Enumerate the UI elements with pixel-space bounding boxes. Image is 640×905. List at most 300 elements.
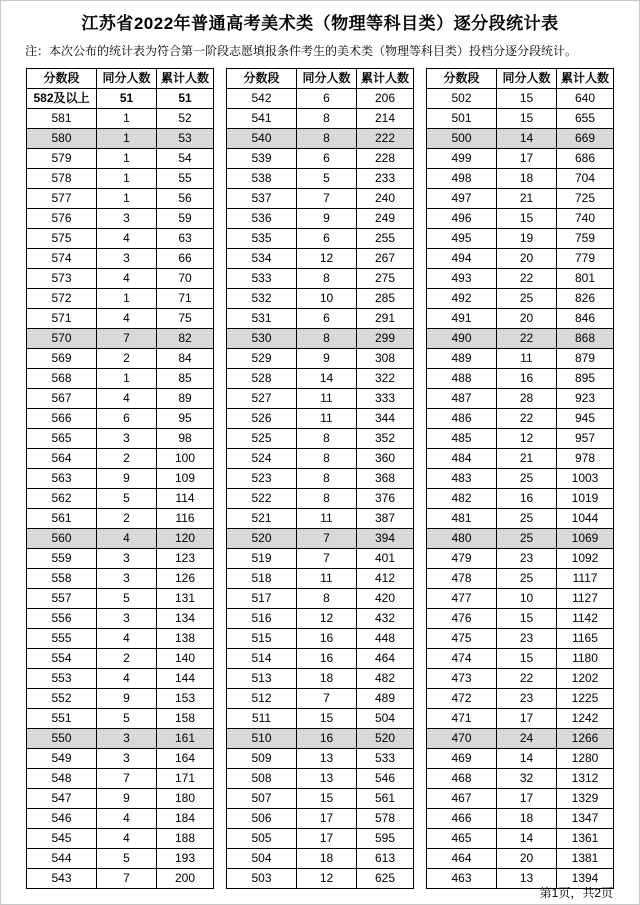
score-range-cell: 536 — [227, 209, 297, 229]
cumulative-count-cell: 368 — [357, 469, 414, 489]
table-row — [427, 389, 614, 409]
table-row — [227, 369, 414, 389]
table-row — [27, 129, 214, 149]
score-range-cell: 517 — [227, 589, 297, 609]
table-row — [427, 769, 614, 789]
score-range-cell: 513 — [227, 669, 297, 689]
score-table-1 — [26, 68, 214, 889]
table-row — [427, 649, 614, 669]
cumulative-count-cell: 120 — [157, 529, 214, 549]
score-range-cell: 497 — [427, 189, 497, 209]
cumulative-count-cell: 158 — [157, 709, 214, 729]
table-row — [427, 169, 614, 189]
same-score-count-cell: 6 — [297, 309, 357, 329]
same-score-count-cell: 2 — [97, 449, 157, 469]
score-range-cell: 496 — [427, 209, 497, 229]
same-score-count-cell: 6 — [297, 89, 357, 109]
score-range-cell: 545 — [27, 829, 97, 849]
same-score-count-cell: 2 — [97, 649, 157, 669]
same-score-count-cell: 3 — [97, 609, 157, 629]
same-score-count-cell: 16 — [497, 489, 557, 509]
table-row — [27, 389, 214, 409]
score-range-cell: 528 — [227, 369, 297, 389]
score-range-cell: 479 — [427, 549, 497, 569]
table-row — [227, 189, 414, 209]
cumulative-count-cell: 923 — [557, 389, 614, 409]
same-score-count-cell: 8 — [297, 129, 357, 149]
same-score-count-cell: 3 — [97, 549, 157, 569]
score-range-cell: 494 — [427, 249, 497, 269]
cumulative-count-cell: 161 — [157, 729, 214, 749]
same-score-count-cell: 51 — [97, 89, 157, 109]
score-range-cell: 552 — [27, 689, 97, 709]
score-range-cell: 482 — [427, 489, 497, 509]
score-range-cell: 464 — [427, 849, 497, 869]
table-row — [227, 829, 414, 849]
cumulative-count-cell: 51 — [157, 89, 214, 109]
table-row — [427, 849, 614, 869]
score-range-cell: 555 — [27, 629, 97, 649]
same-score-count-cell: 15 — [497, 649, 557, 669]
table-row — [427, 349, 614, 369]
score-range-cell: 532 — [227, 289, 297, 309]
column-header-score-range: 分数段 — [227, 69, 297, 89]
table-row — [427, 529, 614, 549]
cumulative-count-cell: 70 — [157, 269, 214, 289]
score-range-cell: 569 — [27, 349, 97, 369]
same-score-count-cell: 4 — [97, 229, 157, 249]
same-score-count-cell: 28 — [497, 389, 557, 409]
score-range-cell: 504 — [227, 849, 297, 869]
same-score-count-cell: 11 — [297, 569, 357, 589]
cumulative-count-cell: 546 — [357, 769, 414, 789]
same-score-count-cell: 23 — [497, 689, 557, 709]
same-score-count-cell: 16 — [297, 729, 357, 749]
same-score-count-cell: 24 — [497, 729, 557, 749]
same-score-count-cell: 6 — [297, 229, 357, 249]
cumulative-count-cell: 1069 — [557, 529, 614, 549]
score-range-cell: 507 — [227, 789, 297, 809]
score-range-cell: 463 — [427, 869, 497, 889]
cumulative-count-cell: 1312 — [557, 769, 614, 789]
score-range-cell: 537 — [227, 189, 297, 209]
score-range-cell: 518 — [227, 569, 297, 589]
score-range-cell: 578 — [27, 169, 97, 189]
score-range-cell: 476 — [427, 609, 497, 629]
same-score-count-cell: 14 — [497, 829, 557, 849]
score-range-cell: 523 — [227, 469, 297, 489]
cumulative-count-cell: 249 — [357, 209, 414, 229]
score-range-cell: 574 — [27, 249, 97, 269]
cumulative-count-cell: 1165 — [557, 629, 614, 649]
same-score-count-cell: 8 — [297, 469, 357, 489]
same-score-count-cell: 17 — [497, 709, 557, 729]
table-row — [227, 449, 414, 469]
table-row — [227, 549, 414, 569]
score-range-cell: 477 — [427, 589, 497, 609]
cumulative-count-cell: 188 — [157, 829, 214, 849]
cumulative-count-cell: 171 — [157, 769, 214, 789]
table-row — [227, 249, 414, 269]
cumulative-count-cell: 945 — [557, 409, 614, 429]
cumulative-count-cell: 1142 — [557, 609, 614, 629]
same-score-count-cell: 15 — [497, 209, 557, 229]
cumulative-count-cell: 56 — [157, 189, 214, 209]
same-score-count-cell: 4 — [97, 669, 157, 689]
same-score-count-cell: 16 — [297, 649, 357, 669]
cumulative-count-cell: 482 — [357, 669, 414, 689]
cumulative-count-cell: 655 — [557, 109, 614, 129]
same-score-count-cell: 17 — [497, 789, 557, 809]
same-score-count-cell: 21 — [497, 189, 557, 209]
score-range-cell: 521 — [227, 509, 297, 529]
score-range-cell: 515 — [227, 629, 297, 649]
table-row — [27, 209, 214, 229]
same-score-count-cell: 22 — [497, 269, 557, 289]
cumulative-count-cell: 66 — [157, 249, 214, 269]
same-score-count-cell: 8 — [297, 589, 357, 609]
score-range-cell: 562 — [27, 489, 97, 509]
same-score-count-cell: 7 — [97, 869, 157, 889]
cumulative-count-cell: 95 — [157, 409, 214, 429]
table-row — [227, 409, 414, 429]
score-range-cell: 488 — [427, 369, 497, 389]
table-row — [427, 829, 614, 849]
cumulative-count-cell: 412 — [357, 569, 414, 589]
table-header-row — [27, 69, 214, 89]
table-row — [427, 749, 614, 769]
cumulative-count-cell: 448 — [357, 629, 414, 649]
score-range-cell: 570 — [27, 329, 97, 349]
table-row — [427, 469, 614, 489]
cumulative-count-cell: 344 — [357, 409, 414, 429]
table-row — [27, 649, 214, 669]
same-score-count-cell: 4 — [97, 829, 157, 849]
cumulative-count-cell: 59 — [157, 209, 214, 229]
score-range-cell: 471 — [427, 709, 497, 729]
same-score-count-cell: 1 — [97, 129, 157, 149]
same-score-count-cell: 4 — [97, 809, 157, 829]
cumulative-count-cell: 233 — [357, 169, 414, 189]
cumulative-count-cell: 255 — [357, 229, 414, 249]
cumulative-count-cell: 1347 — [557, 809, 614, 829]
table-row — [227, 849, 414, 869]
score-range-cell: 473 — [427, 669, 497, 689]
score-range-cell: 572 — [27, 289, 97, 309]
score-range-cell: 501 — [427, 109, 497, 129]
same-score-count-cell: 25 — [497, 529, 557, 549]
table-row — [27, 529, 214, 549]
table-row — [227, 689, 414, 709]
cumulative-count-cell: 801 — [557, 269, 614, 289]
same-score-count-cell: 15 — [497, 109, 557, 129]
table-row — [27, 589, 214, 609]
score-range-cell: 470 — [427, 729, 497, 749]
table-row — [27, 309, 214, 329]
table-row — [27, 849, 214, 869]
score-table-3 — [426, 68, 614, 889]
cumulative-count-cell: 1003 — [557, 469, 614, 489]
cumulative-count-cell: 879 — [557, 349, 614, 369]
cumulative-count-cell: 978 — [557, 449, 614, 469]
cumulative-count-cell: 625 — [357, 869, 414, 889]
cumulative-count-cell: 352 — [357, 429, 414, 449]
table-row — [427, 449, 614, 469]
score-range-cell: 579 — [27, 149, 97, 169]
cumulative-count-cell: 228 — [357, 149, 414, 169]
cumulative-count-cell: 578 — [357, 809, 414, 829]
cumulative-count-cell: 420 — [357, 589, 414, 609]
same-score-count-cell: 8 — [297, 109, 357, 129]
same-score-count-cell: 15 — [497, 89, 557, 109]
table-row — [27, 769, 214, 789]
same-score-count-cell: 11 — [297, 409, 357, 429]
same-score-count-cell: 1 — [97, 169, 157, 189]
table-row — [227, 629, 414, 649]
score-range-cell: 550 — [27, 729, 97, 749]
score-range-cell: 568 — [27, 369, 97, 389]
score-range-cell: 533 — [227, 269, 297, 289]
page-indicator: 第1页，共2页 — [539, 886, 613, 900]
score-range-cell: 547 — [27, 789, 97, 809]
table-row — [27, 189, 214, 209]
score-range-cell: 510 — [227, 729, 297, 749]
cumulative-count-cell: 1092 — [557, 549, 614, 569]
table-row — [27, 469, 214, 489]
table-row — [427, 409, 614, 429]
table-row — [27, 289, 214, 309]
cumulative-count-cell: 1361 — [557, 829, 614, 849]
table-row — [427, 269, 614, 289]
cumulative-count-cell: 1381 — [557, 849, 614, 869]
score-range-cell: 509 — [227, 749, 297, 769]
cumulative-count-cell: 180 — [157, 789, 214, 809]
table-row — [427, 329, 614, 349]
cumulative-count-cell: 100 — [157, 449, 214, 469]
cumulative-count-cell: 489 — [357, 689, 414, 709]
table-row — [427, 109, 614, 129]
table-row — [27, 729, 214, 749]
table-row — [27, 789, 214, 809]
same-score-count-cell: 4 — [97, 269, 157, 289]
same-score-count-cell: 22 — [497, 669, 557, 689]
same-score-count-cell: 6 — [297, 149, 357, 169]
score-range-cell: 559 — [27, 549, 97, 569]
same-score-count-cell: 17 — [297, 809, 357, 829]
table-row — [427, 209, 614, 229]
score-range-cell: 503 — [227, 869, 297, 889]
cumulative-count-cell: 153 — [157, 689, 214, 709]
score-range-cell: 573 — [27, 269, 97, 289]
cumulative-count-cell: 957 — [557, 429, 614, 449]
same-score-count-cell: 4 — [97, 389, 157, 409]
score-range-cell: 565 — [27, 429, 97, 449]
same-score-count-cell: 8 — [297, 449, 357, 469]
same-score-count-cell: 17 — [297, 829, 357, 849]
table-row — [227, 209, 414, 229]
score-range-cell: 491 — [427, 309, 497, 329]
score-range-cell: 467 — [427, 789, 497, 809]
score-range-cell: 520 — [227, 529, 297, 549]
same-score-count-cell: 16 — [297, 629, 357, 649]
same-score-count-cell: 20 — [497, 249, 557, 269]
same-score-count-cell: 32 — [497, 769, 557, 789]
table-row — [27, 669, 214, 689]
table-row — [427, 669, 614, 689]
score-range-cell: 484 — [427, 449, 497, 469]
same-score-count-cell: 7 — [297, 549, 357, 569]
same-score-count-cell: 17 — [497, 149, 557, 169]
score-range-cell: 527 — [227, 389, 297, 409]
table-row — [427, 509, 614, 529]
same-score-count-cell: 18 — [497, 169, 557, 189]
cumulative-count-cell: 1019 — [557, 489, 614, 509]
score-range-cell: 519 — [227, 549, 297, 569]
same-score-count-cell: 6 — [97, 409, 157, 429]
table-row — [27, 449, 214, 469]
score-range-cell: 554 — [27, 649, 97, 669]
cumulative-count-cell: 322 — [357, 369, 414, 389]
score-range-cell: 489 — [427, 349, 497, 369]
cumulative-count-cell: 1394 — [557, 869, 614, 889]
same-score-count-cell: 8 — [297, 329, 357, 349]
score-tables-container — [1, 68, 639, 889]
score-range-cell: 544 — [27, 849, 97, 869]
column-header-same-score-count: 同分人数 — [497, 69, 557, 89]
score-range-cell: 560 — [27, 529, 97, 549]
same-score-count-cell: 12 — [297, 249, 357, 269]
score-range-cell: 486 — [427, 409, 497, 429]
table-row — [227, 349, 414, 369]
cumulative-count-cell: 520 — [357, 729, 414, 749]
score-range-cell: 506 — [227, 809, 297, 829]
same-score-count-cell: 1 — [97, 369, 157, 389]
table-row — [27, 229, 214, 249]
score-range-cell: 481 — [427, 509, 497, 529]
table-row — [27, 829, 214, 849]
score-range-cell: 474 — [427, 649, 497, 669]
table-header-row — [427, 69, 614, 89]
table-row — [427, 229, 614, 249]
same-score-count-cell: 2 — [97, 509, 157, 529]
same-score-count-cell: 8 — [297, 489, 357, 509]
score-range-cell: 475 — [427, 629, 497, 649]
score-range-cell: 542 — [227, 89, 297, 109]
cumulative-count-cell: 779 — [557, 249, 614, 269]
cumulative-count-cell: 686 — [557, 149, 614, 169]
same-score-count-cell: 3 — [97, 209, 157, 229]
table-row — [227, 809, 414, 829]
score-range-cell: 468 — [427, 769, 497, 789]
cumulative-count-cell: 193 — [157, 849, 214, 869]
same-score-count-cell: 1 — [97, 189, 157, 209]
same-score-count-cell: 8 — [297, 429, 357, 449]
cumulative-count-cell: 333 — [357, 389, 414, 409]
score-range-cell: 524 — [227, 449, 297, 469]
cumulative-count-cell: 846 — [557, 309, 614, 329]
table-row — [27, 429, 214, 449]
table-row — [27, 569, 214, 589]
table-row — [227, 789, 414, 809]
cumulative-count-cell: 704 — [557, 169, 614, 189]
score-range-cell: 516 — [227, 609, 297, 629]
score-range-cell: 538 — [227, 169, 297, 189]
cumulative-count-cell: 206 — [357, 89, 414, 109]
cumulative-count-cell: 85 — [157, 369, 214, 389]
cumulative-count-cell: 464 — [357, 649, 414, 669]
table-row — [427, 89, 614, 109]
table-row — [27, 609, 214, 629]
table-row — [27, 629, 214, 649]
column-header-same-score-count: 同分人数 — [97, 69, 157, 89]
cumulative-count-cell: 640 — [557, 89, 614, 109]
same-score-count-cell: 3 — [97, 749, 157, 769]
same-score-count-cell: 18 — [297, 849, 357, 869]
cumulative-count-cell: 275 — [357, 269, 414, 289]
score-range-cell: 472 — [427, 689, 497, 709]
table-row — [27, 489, 214, 509]
cumulative-count-cell: 613 — [357, 849, 414, 869]
score-range-cell: 485 — [427, 429, 497, 449]
cumulative-count-cell: 669 — [557, 129, 614, 149]
cumulative-count-cell: 1127 — [557, 589, 614, 609]
table-row — [27, 249, 214, 269]
cumulative-count-cell: 267 — [357, 249, 414, 269]
score-range-cell: 582及以上 — [27, 89, 97, 109]
cumulative-count-cell: 200 — [157, 869, 214, 889]
table-row — [427, 249, 614, 269]
column-header-cumulative-count: 累计人数 — [557, 69, 614, 89]
same-score-count-cell: 8 — [297, 269, 357, 289]
cumulative-count-cell: 126 — [157, 569, 214, 589]
table-row — [27, 269, 214, 289]
score-range-cell: 563 — [27, 469, 97, 489]
table-row — [27, 809, 214, 829]
table-row — [227, 529, 414, 549]
score-range-cell: 541 — [227, 109, 297, 129]
cumulative-count-cell: 240 — [357, 189, 414, 209]
table-row — [27, 749, 214, 769]
cumulative-count-cell: 53 — [157, 129, 214, 149]
table-row — [227, 669, 414, 689]
cumulative-count-cell: 184 — [157, 809, 214, 829]
score-range-cell: 512 — [227, 689, 297, 709]
table-row — [427, 809, 614, 829]
table-row — [27, 869, 214, 889]
score-range-cell: 549 — [27, 749, 97, 769]
table-row — [227, 229, 414, 249]
cumulative-count-cell: 82 — [157, 329, 214, 349]
same-score-count-cell: 16 — [497, 369, 557, 389]
same-score-count-cell: 9 — [97, 469, 157, 489]
cumulative-count-cell: 1180 — [557, 649, 614, 669]
table-row — [227, 749, 414, 769]
cumulative-count-cell: 561 — [357, 789, 414, 809]
score-range-cell: 553 — [27, 669, 97, 689]
cumulative-count-cell: 740 — [557, 209, 614, 229]
same-score-count-cell: 13 — [297, 749, 357, 769]
score-range-cell: 540 — [227, 129, 297, 149]
cumulative-count-cell: 75 — [157, 309, 214, 329]
score-range-cell: 495 — [427, 229, 497, 249]
table-row — [227, 709, 414, 729]
table-row — [27, 349, 214, 369]
page-title: 江苏省2022年普通高考美术类（物理等科目类）逐分段统计表 — [81, 14, 559, 33]
table-row — [27, 689, 214, 709]
same-score-count-cell: 3 — [97, 569, 157, 589]
table-row — [227, 389, 414, 409]
score-range-cell: 525 — [227, 429, 297, 449]
